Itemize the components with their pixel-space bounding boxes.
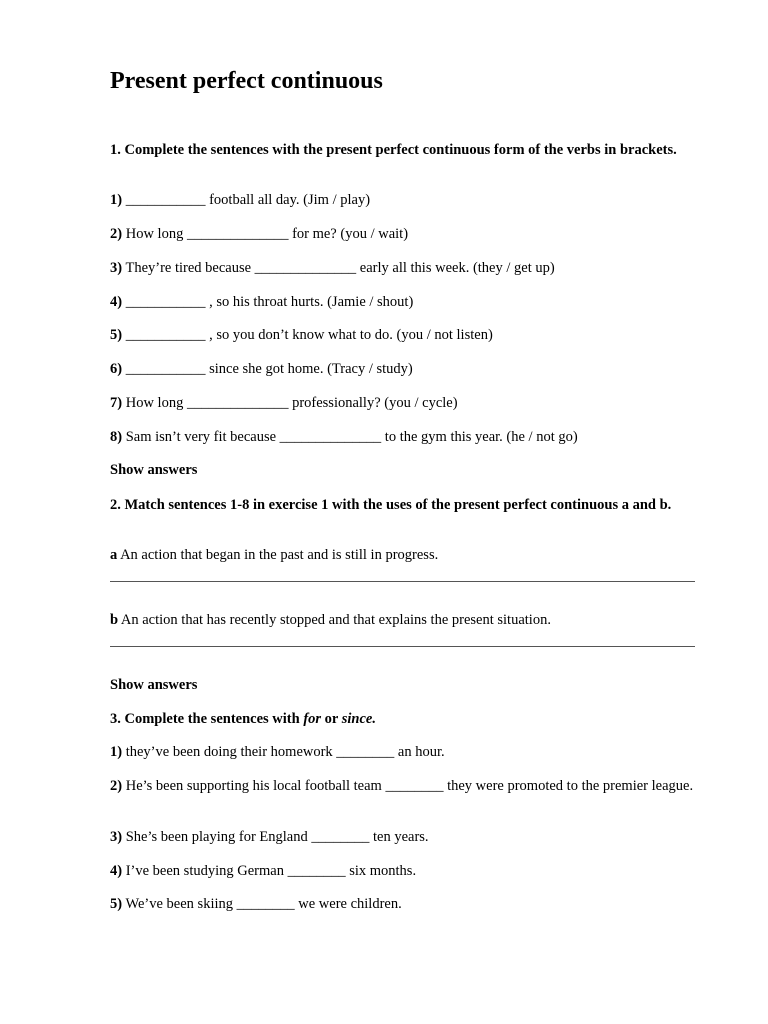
item-number: 4) (110, 294, 123, 310)
exercise-1-item (110, 226, 700, 243)
exercise-1-item (110, 395, 700, 412)
heading-or: or (321, 711, 342, 727)
item-text: ___________ , so you don’t know what to do. (you / not listen) (122, 327, 493, 343)
exercise-3-item (110, 896, 700, 913)
use-label: b (110, 612, 119, 628)
item-text: How long ______________ professionally? (you / cycle) (122, 395, 458, 411)
answer-line-b[interactable] (110, 646, 695, 647)
exercise-1-item (110, 260, 700, 277)
item-number: 6) (110, 361, 123, 377)
heading-for: for (303, 711, 322, 727)
item-number: 7) (110, 395, 123, 411)
use-text: An action that has recently stopped and that explains the present situation. (118, 612, 551, 628)
exercise-1-item (110, 429, 700, 446)
item-text: ___________ football all day. (Jim / play) (122, 192, 371, 208)
exercise-1-item (110, 327, 700, 344)
item-number: 4) (110, 863, 123, 879)
use-b (110, 612, 700, 629)
item-text: She’s been playing for England ________ ten years. (122, 829, 429, 845)
item-number: 3) (110, 829, 123, 845)
exercise-1-item (110, 361, 700, 378)
exercise-3-item (110, 778, 700, 795)
item-text: Sam isn’t very fit because ______________ to the gym this year. (he / not go) (122, 429, 578, 445)
item-text: How long ______________ for me? (you / wait) (122, 226, 409, 242)
item-text: I’ve been studying German ________ six months. (122, 863, 417, 879)
exercise-3-heading (110, 711, 700, 728)
show-answers-link[interactable]: Show answers (110, 677, 198, 693)
item-number: 1) (110, 192, 123, 208)
exercise-1-heading: 1. Complete the sentences with the present perfect continuous form of the verbs in brackets. (110, 142, 677, 158)
answer-line-a[interactable] (110, 581, 695, 582)
item-text: ___________ , so his throat hurts. (Jamie / shout) (122, 294, 414, 310)
item-text: they’ve been doing their homework ________ an hour. (122, 744, 445, 760)
page-title: Present perfect continuous (110, 68, 383, 94)
item-text: ___________ since she got home. (Tracy / study) (122, 361, 413, 377)
show-answers-link[interactable]: Show answers (110, 462, 198, 478)
item-number: 5) (110, 896, 123, 912)
use-text: An action that began in the past and is still in progress. (117, 547, 439, 563)
exercise-2-heading: 2. Match sentences 1-8 in exercise 1 with the uses of the present perfect continuous a and b. (110, 497, 672, 513)
exercise-3-item (110, 829, 700, 846)
item-number: 1) (110, 744, 123, 760)
item-number: 2) (110, 778, 123, 794)
item-number: 3) (110, 260, 123, 276)
item-number: 8) (110, 429, 123, 445)
exercise-1-item (110, 192, 700, 209)
heading-since: since. (341, 711, 376, 727)
item-number: 2) (110, 226, 123, 242)
exercise-1-item (110, 294, 700, 311)
item-text: We’ve been skiing ________ we were children. (122, 896, 402, 912)
exercise-3-item (110, 863, 700, 880)
item-number: 5) (110, 327, 123, 343)
item-text: He’s been supporting his local football team ________ they were promoted to the premier league. (122, 778, 694, 794)
heading-prefix: 3. Complete the sentences with (110, 711, 304, 727)
use-label: a (110, 547, 118, 563)
use-a (110, 547, 700, 564)
item-text: They’re tired because ______________ early all this week. (they / get up) (122, 260, 555, 276)
exercise-3-item (110, 744, 700, 761)
